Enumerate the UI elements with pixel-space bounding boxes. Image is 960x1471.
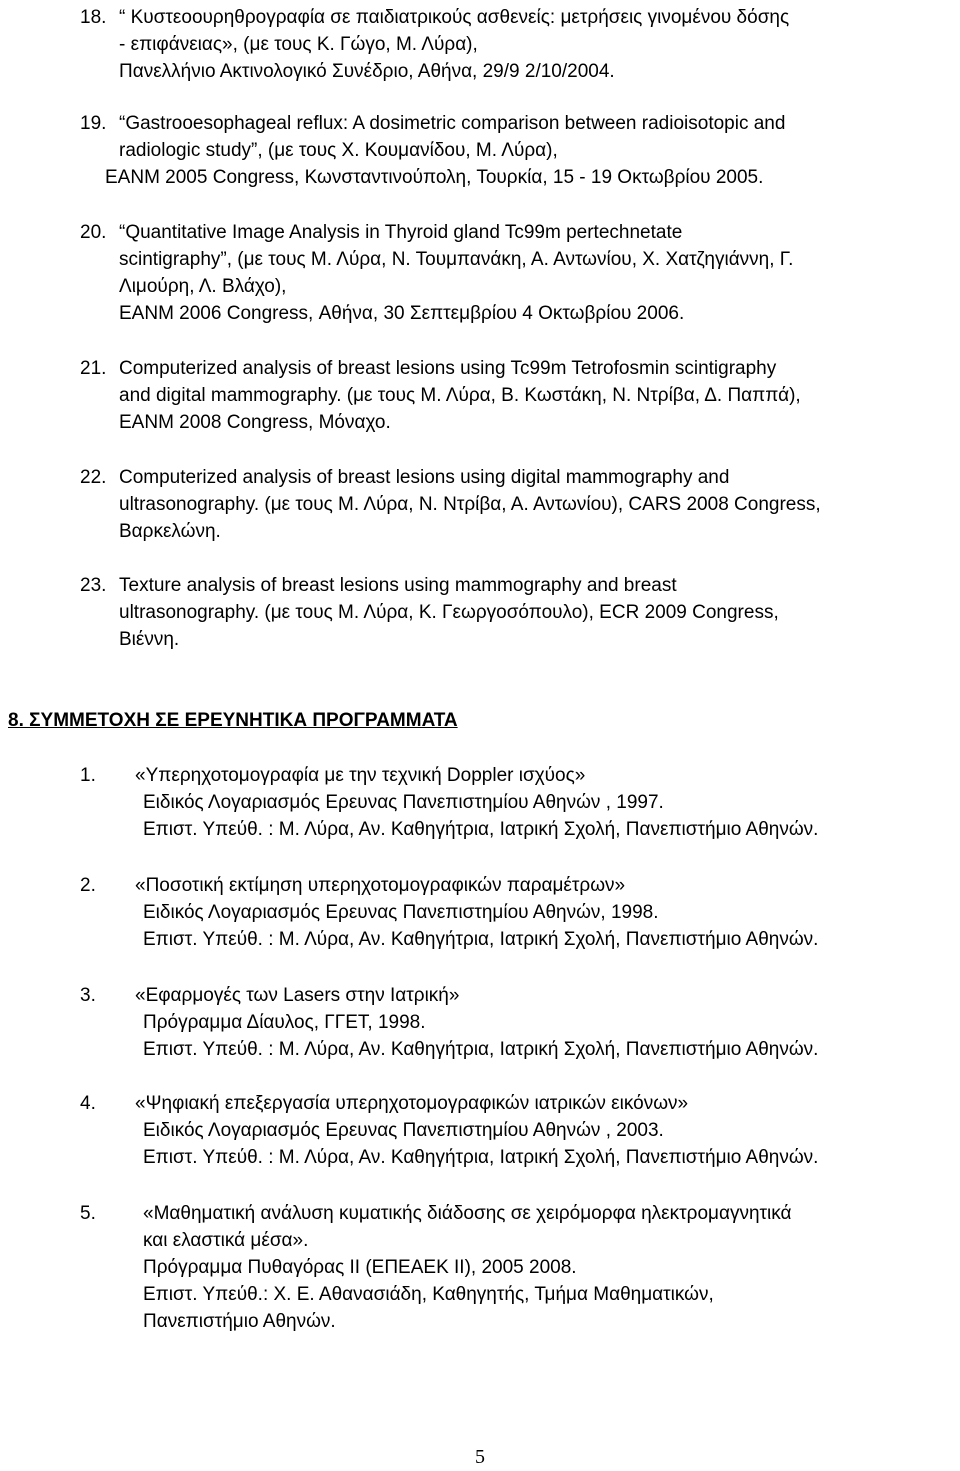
publication-line: Βαρκελώνη. xyxy=(119,521,221,542)
publication-22 xyxy=(80,464,942,545)
project-line: Πανεπιστήμιο Αθηνών. xyxy=(143,1311,336,1332)
research-project-2 xyxy=(80,872,950,953)
publication-line: ultrasonography. (με τους Μ. Λύρα, Κ. Γεωργοσόπουλο), ECR 2009 Congress, xyxy=(119,602,779,623)
publication-20 xyxy=(80,219,942,327)
publication-line: “Quantitative Image Analysis in Thyroid gland Tc99m pertechnetate xyxy=(119,222,683,243)
project-title: «Ποσοτική εκτίμηση υπερηχοτομογραφικών παραμέτρων» xyxy=(135,875,626,896)
project-line: Ειδικός Λογαριασμός Ερευνας Πανεπιστημίου Αθηνών , 2003. xyxy=(143,1120,664,1141)
publication-line: Computerized analysis of breast lesions using digital mammography and xyxy=(119,467,730,488)
publication-line: EANM 2005 Congress, Κωνσταντινούπολη, Τουρκία, 15 - 19 Οκτωβρίου 2005. xyxy=(105,167,764,188)
publication-number: 22. xyxy=(80,467,107,488)
project-line: Πρόγραμμα Δίαυλος, ΓΓΕΤ, 1998. xyxy=(143,1012,426,1033)
publication-number: 23. xyxy=(80,575,107,596)
publication-line: Λιμούρη, Λ. Βλάχο), xyxy=(119,276,287,297)
publication-line: scintigraphy”, (με τους Μ. Λύρα, Ν. Τουμπανάκη, Α. Αντωνίου, Χ. Χατζηγιάννη, Γ. xyxy=(119,249,794,270)
page-number: 5 xyxy=(475,1446,485,1468)
project-title: «Εφαρμογές των Lasers στην Ιατρική» xyxy=(135,985,460,1006)
project-line: Επιστ. Υπεύθ. : Μ. Λύρα, Αν. Καθηγήτρια, Ιατρική Σχολή, Πανεπιστήμιο Αθηνών. xyxy=(143,1147,819,1168)
publication-18 xyxy=(80,4,942,85)
research-project-5 xyxy=(80,1200,950,1335)
research-project-4 xyxy=(80,1090,950,1171)
project-line: και ελαστικά μέσα». xyxy=(143,1230,309,1251)
publication-line: - επιφάνειας», (με τους Κ. Γώγο, Μ. Λύρα), xyxy=(119,34,478,55)
publication-number: 21. xyxy=(80,358,107,379)
publication-line: Πανελλήνιο Ακτινολογικό Συνέδριο, Αθήνα, 29/9 2/10/2004. xyxy=(119,61,615,82)
publication-line: and digital mammography. (με τους Μ. Λύρα, Β. Κωστάκη, Ν. Ντρίβα, Δ. Παππά), xyxy=(119,385,801,406)
project-line: Πρόγραμμα Πυθαγόρας ΙΙ (ΕΠΕΑΕΚ ΙΙ), 2005 2008. xyxy=(143,1257,577,1278)
project-line: Ειδικός Λογαριασμός Ερευνας Πανεπιστημίου Αθηνών, 1998. xyxy=(143,902,659,923)
publication-line: Computerized analysis of breast lesions using Tc99m Tetrofosmin scintigraphy xyxy=(119,358,777,379)
publication-21 xyxy=(80,355,942,436)
publication-19 xyxy=(80,110,942,191)
project-line: Επιστ. Υπεύθ. : Μ. Λύρα, Αν. Καθηγήτρια, Ιατρική Σχολή, Πανεπιστήμιο Αθηνών. xyxy=(143,1039,819,1060)
project-title: «Ψηφιακή επεξεργασία υπερηχοτομογραφικών ιατρικών εικόνων» xyxy=(135,1093,689,1114)
publication-line: Βιέννη. xyxy=(119,629,180,650)
project-number: 2. xyxy=(80,875,96,896)
publication-number: 18. xyxy=(80,7,107,28)
publication-line: EANM 2006 Congress, Αθήνα, 30 Σεπτεμβρίου 4 Οκτωβρίου 2006. xyxy=(119,303,685,324)
project-number: 5. xyxy=(80,1203,96,1224)
project-line: Επιστ. Υπεύθ. : Μ. Λύρα, Αν. Καθηγήτρια, Ιατρική Σχολή, Πανεπιστήμιο Αθηνών. xyxy=(143,929,819,950)
publication-line: EANM 2008 Congress, Μόναχο. xyxy=(119,412,391,433)
publication-number: 20. xyxy=(80,222,107,243)
project-line: Ειδικός Λογαριασμός Ερευνας Πανεπιστημίου Αθηνών , 1997. xyxy=(143,792,664,813)
project-number: 3. xyxy=(80,985,96,1006)
publication-23 xyxy=(80,572,942,653)
section-heading: 8. ΣΥΜΜΕΤΟΧΗ ΣΕ ΕΡΕΥΝΗΤΙΚΑ ΠΡΟΓΡΑΜΜΑΤΑ xyxy=(8,710,458,731)
research-project-3 xyxy=(80,982,950,1063)
research-project-1 xyxy=(80,762,950,843)
project-line: Επιστ. Υπεύθ.: Χ. Ε. Αθανασιάδη, Καθηγητής, Τμήμα Μαθηματικών, xyxy=(143,1284,714,1305)
project-number: 1. xyxy=(80,765,96,786)
publication-line: “ Κυστεοουρηθρογραφία σε παιδιατρικούς ασθενείς: μετρήσεις γινομένου δόσης xyxy=(119,7,790,28)
publication-line: “Gastrooesophageal reflux: A dosimetric comparison between radioisotopic and xyxy=(119,113,786,134)
project-title: «Μαθηματική ανάλυση κυματικής διάδοσης σε χειρόμορφα ηλεκτρομαγνητικά xyxy=(143,1203,792,1224)
project-number: 4. xyxy=(80,1093,96,1114)
publication-line: Texture analysis of breast lesions using mammography and breast xyxy=(119,575,677,596)
publication-line: ultrasonography. (με τους Μ. Λύρα, Ν. Ντρίβα, Α. Αντωνίου), CARS 2008 Congress, xyxy=(119,494,821,515)
publication-line: radiologic study”, (με τους Χ. Κουμανίδου, Μ. Λύρα), xyxy=(119,140,558,161)
project-title: «Υπερηχοτομογραφία με την τεχνική Doppler ισχύος» xyxy=(135,765,586,786)
project-line: Επιστ. Υπεύθ. : Μ. Λύρα, Αν. Καθηγήτρια, Ιατρική Σχολή, Πανεπιστήμιο Αθηνών. xyxy=(143,819,819,840)
publication-number: 19. xyxy=(80,113,107,134)
